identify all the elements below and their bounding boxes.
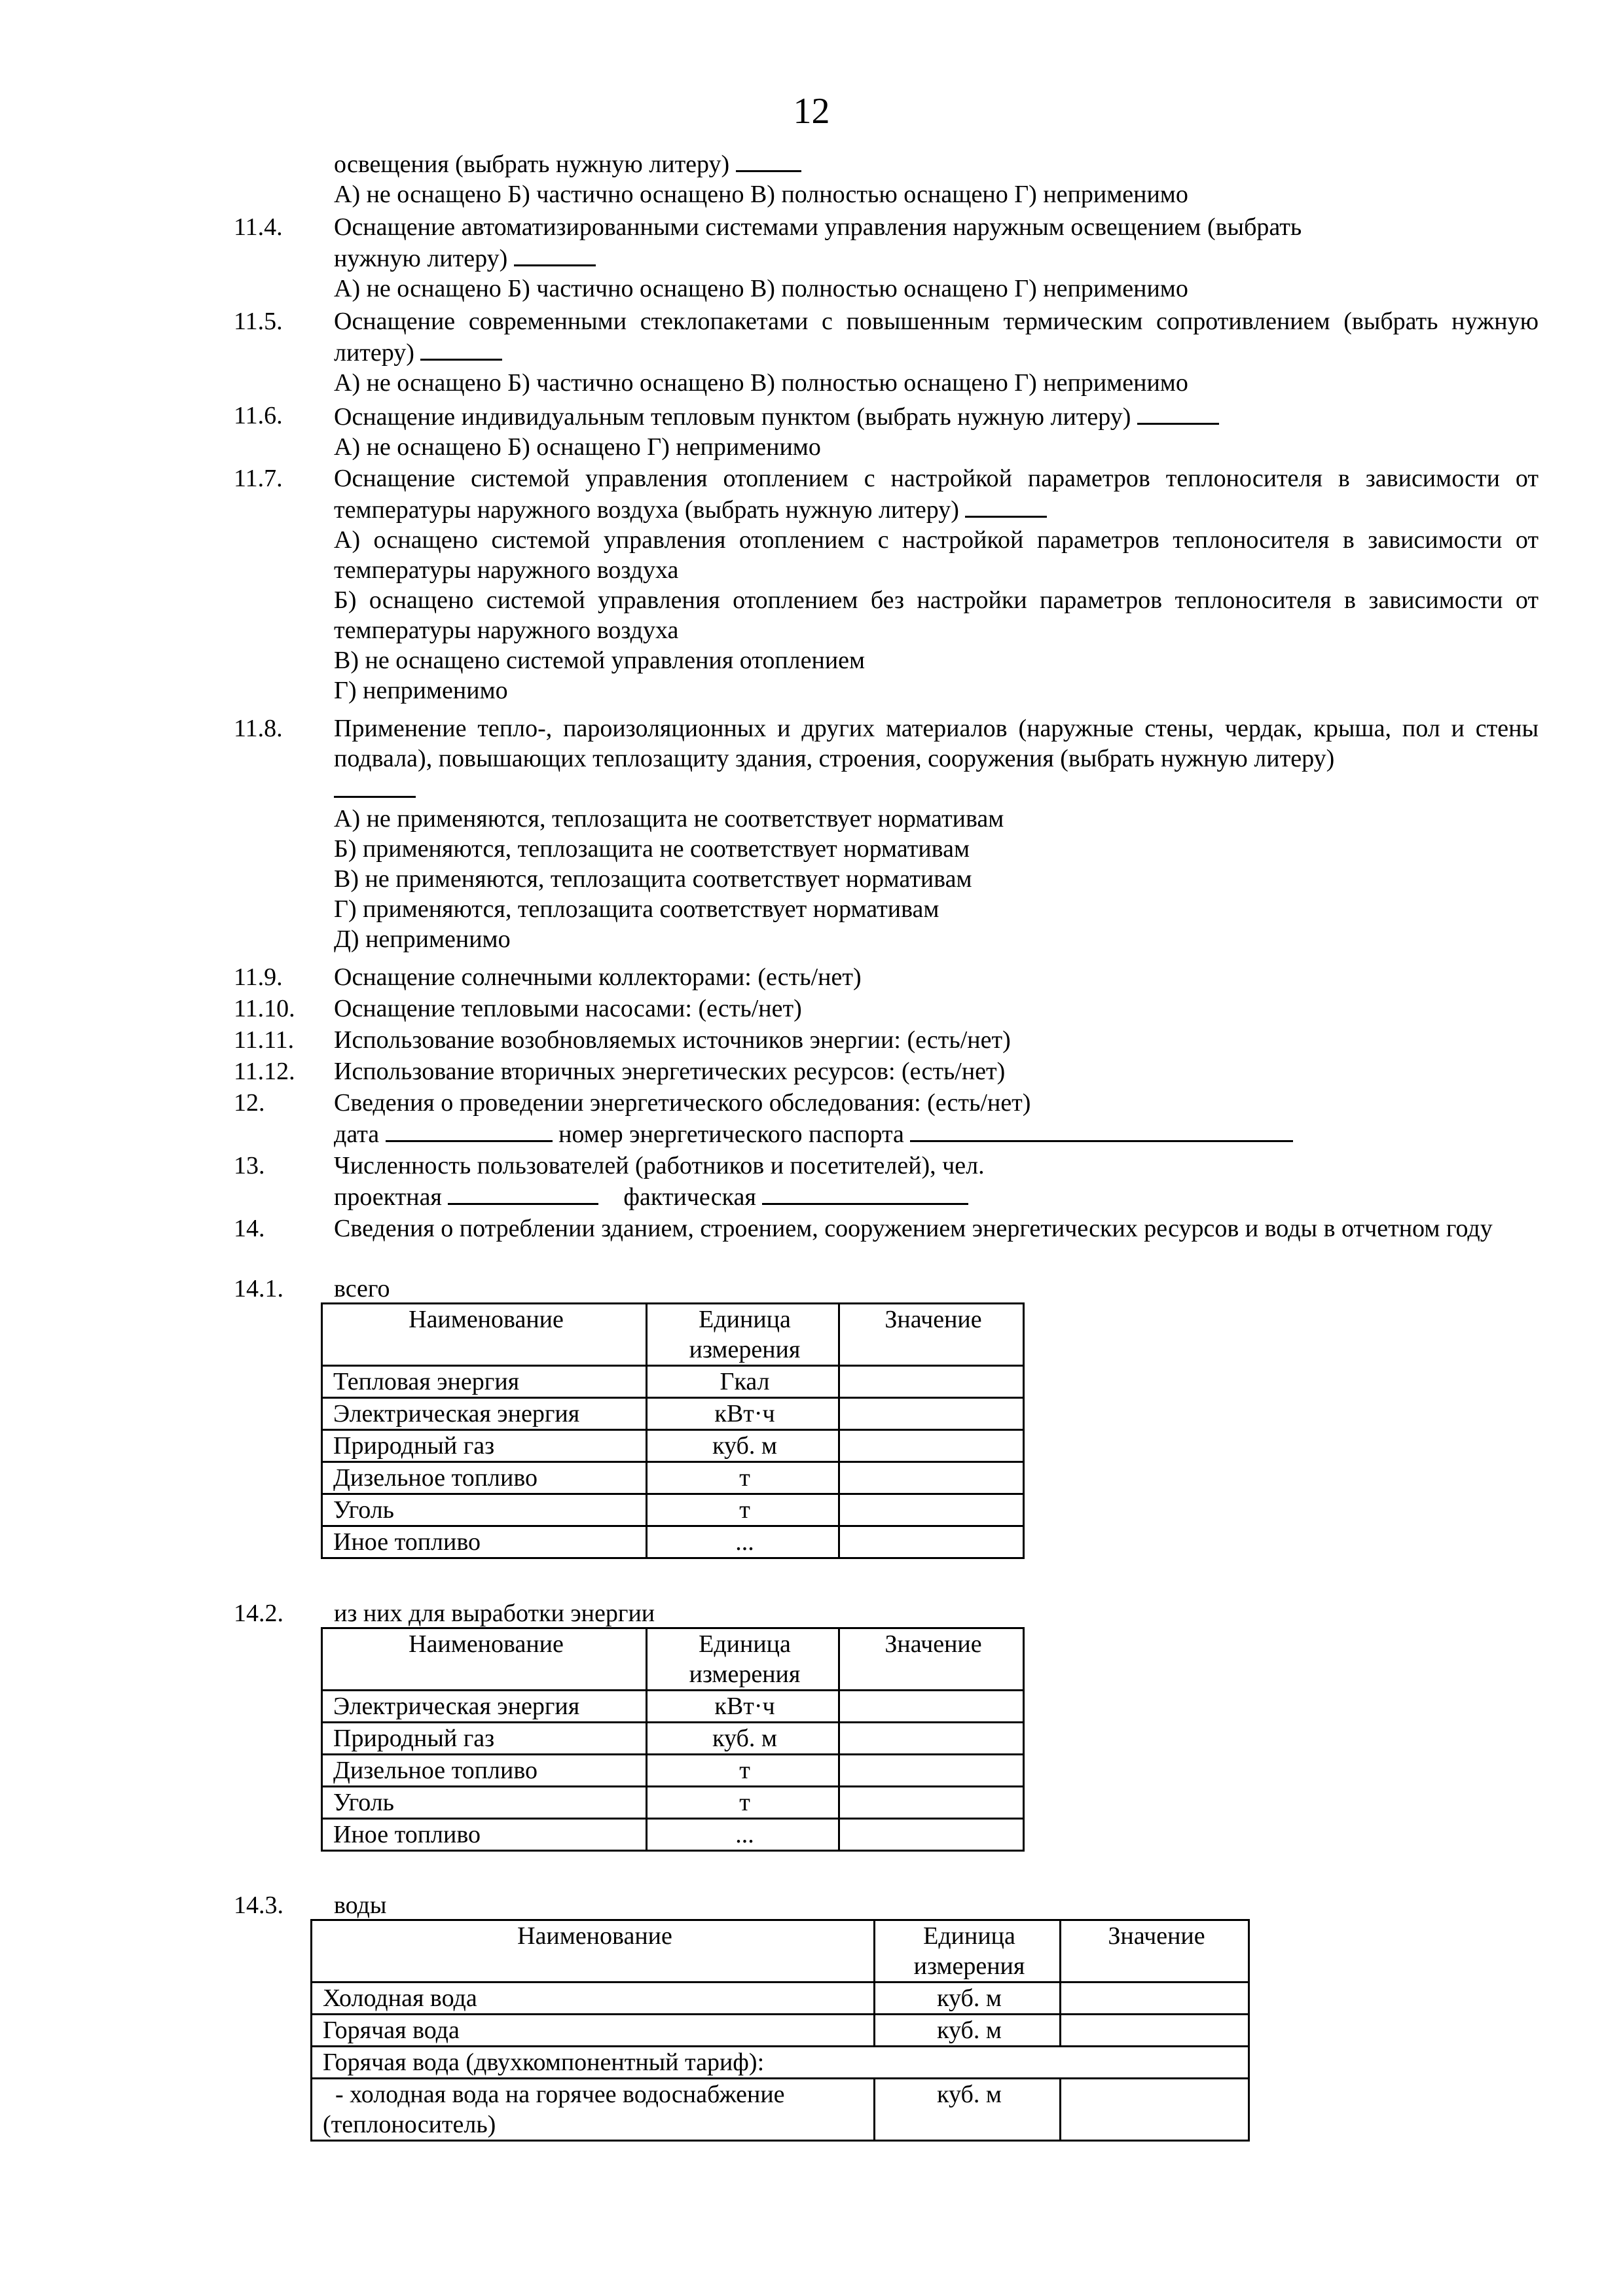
row-name: Природный газ	[322, 1723, 647, 1755]
value-cell[interactable]	[839, 1691, 1024, 1723]
actual-count-blank[interactable]	[762, 1181, 968, 1205]
item-11-8-text: Применение тепло-, пароизоляционных и других материалов (наружные стены, чердак, крыша, пол и стены подвала), повышающих теплозащиту здания, строения, сооружения (выбрать нужную литеру)	[334, 715, 1539, 772]
item-number-14-1: 14.1.	[234, 1275, 283, 1302]
item-number-11-5: 11.5.	[234, 308, 283, 335]
value-cell[interactable]	[839, 1526, 1024, 1558]
header-unit: Единица измерения	[647, 1628, 839, 1691]
row-name: Электрическая энергия	[322, 1691, 647, 1723]
header-name: Наименование	[312, 1920, 875, 1982]
item-11-3-cont	[334, 148, 1539, 209]
table-row	[322, 1430, 1024, 1462]
item-11-8-option-e: Д) неприменимо	[334, 925, 511, 953]
value-cell[interactable]	[839, 1430, 1024, 1462]
item-11-5-text: Оснащение современными стеклопакетами с повышенным термическим сопротивлением (выбрать нужную литеру)	[334, 308, 1539, 367]
item-11-10: Оснащение тепловыми насосами: (есть/нет)	[334, 995, 802, 1022]
item-11-8-option-a: А) не применяются, теплозащита не соответствует нормативам	[334, 805, 1004, 833]
header-unit: Единица измерения	[875, 1920, 1061, 1982]
value-cell[interactable]	[839, 1462, 1024, 1494]
table-row	[322, 1462, 1024, 1494]
item-11-4-text: Оснащение автоматизированными системами управления наружным освещением (выбрать нужную литеру)	[334, 213, 1302, 272]
value-cell[interactable]	[1061, 2015, 1249, 2047]
item-number-11-7: 11.7.	[234, 465, 283, 492]
row-unit: кВт·ч	[647, 1398, 839, 1430]
design-count-blank[interactable]	[448, 1181, 598, 1205]
row-name: Горячая вода (двухкомпонентный тариф):	[312, 2047, 1249, 2079]
passport-label: номер энергетического паспорта	[558, 1121, 904, 1148]
item-11-7-option-c: В) не оснащено системой управления отоплением	[334, 647, 866, 674]
item-number-13: 13.	[234, 1152, 265, 1179]
row-name: Уголь	[322, 1494, 647, 1526]
table-row	[322, 1723, 1024, 1755]
item-11-3-options: А) не оснащено Б) частично оснащено В) полностью оснащено Г) неприменимо	[334, 181, 1188, 208]
value-cell[interactable]	[839, 1398, 1024, 1430]
item-14-3: воды	[334, 1892, 387, 1919]
row-unit: т	[647, 1787, 839, 1819]
table-row	[312, 2047, 1249, 2079]
item-11-8	[334, 713, 1539, 954]
row-name: Холодная вода	[312, 1982, 875, 2015]
row-unit: ...	[647, 1819, 839, 1851]
answer-blank[interactable]	[736, 148, 801, 172]
item-14-text: Сведения о потреблении зданием, строением, сооружением энергетических ресурсов и воды в отчетном году	[334, 1215, 1493, 1242]
design-label: проектная	[334, 1183, 442, 1211]
header-value: Значение	[839, 1304, 1024, 1366]
table-header-row	[312, 1920, 1249, 1982]
table-header-row	[322, 1628, 1024, 1691]
item-11-8-option-b: Б) применяются, теплозащита не соответствует нормативам	[334, 835, 970, 863]
date-blank[interactable]	[386, 1118, 553, 1142]
row-unit: куб. м	[875, 1982, 1061, 2015]
row-unit: ...	[647, 1526, 839, 1558]
row-unit: Гкал	[647, 1366, 839, 1398]
answer-blank[interactable]	[965, 493, 1047, 518]
item-14	[334, 1213, 1539, 1244]
row-unit: куб. м	[875, 2079, 1061, 2141]
item-12-text: Сведения о проведении энергетического обследования: (есть/нет)	[334, 1089, 1031, 1117]
table-row	[312, 1982, 1249, 2015]
item-11-12: Использование вторичных энергетических ресурсов: (есть/нет)	[334, 1058, 1006, 1085]
item-13	[334, 1151, 1539, 1212]
row-unit: кВт·ч	[647, 1691, 839, 1723]
answer-blank[interactable]	[420, 336, 502, 361]
item-number-14-3: 14.3.	[234, 1892, 283, 1919]
item-number-11-11: 11.11.	[234, 1026, 295, 1054]
item-11-7-text: Оснащение системой управления отоплением с настройкой параметров теплоносителя в зависимости от температуры наружного воздуха (выбрать нужную литеру)	[334, 465, 1539, 524]
header-name: Наименование	[322, 1304, 647, 1366]
item-11-5-options: А) не оснащено Б) частично оснащено В) полностью оснащено Г) неприменимо	[334, 369, 1188, 397]
value-cell[interactable]	[839, 1366, 1024, 1398]
table-14-2	[321, 1627, 1025, 1852]
value-cell[interactable]	[839, 1755, 1024, 1787]
item-number-14: 14.	[234, 1215, 265, 1242]
row-name: Иное топливо	[322, 1819, 647, 1851]
table-14-1	[321, 1302, 1025, 1559]
item-13-text: Численность пользователей (работников и посетителей), чел.	[334, 1152, 985, 1179]
item-11-6-text: Оснащение индивидуальным тепловым пунктом (выбрать нужную литеру)	[334, 403, 1131, 431]
date-label: дата	[334, 1121, 380, 1148]
row-name: - холодная вода на горячее водоснабжение (теплоноситель)	[312, 2079, 875, 2141]
table-row	[322, 1398, 1024, 1430]
row-unit: куб. м	[875, 2015, 1061, 2047]
passport-number-blank[interactable]	[910, 1118, 1293, 1142]
item-14-2: из них для выработки энергии	[334, 1600, 655, 1627]
value-cell[interactable]	[839, 1819, 1024, 1851]
header-name: Наименование	[322, 1628, 647, 1691]
row-unit: т	[647, 1462, 839, 1494]
item-11-6-options: А) не оснащено Б) оснащено Г) неприменимо	[334, 433, 821, 461]
header-value: Значение	[839, 1628, 1024, 1691]
table-row	[322, 1819, 1024, 1851]
answer-blank[interactable]	[1137, 401, 1219, 425]
value-cell[interactable]	[1061, 2079, 1249, 2141]
item-number-14-2: 14.2.	[234, 1600, 283, 1627]
row-name: Тепловая энергия	[322, 1366, 647, 1398]
page-number: 12	[793, 91, 830, 132]
item-number-12: 12.	[234, 1089, 265, 1117]
table-row	[322, 1494, 1024, 1526]
value-cell[interactable]	[839, 1723, 1024, 1755]
row-unit: куб. м	[647, 1430, 839, 1462]
item-11-7-option-b: Б) оснащено системой управления отоплением без настройки параметров теплоносителя в зависимости от температуры наружного воздуха	[334, 586, 1539, 644]
row-name: Природный газ	[322, 1430, 647, 1462]
item-11-4-options: А) не оснащено Б) частично оснащено В) полностью оснащено Г) неприменимо	[334, 275, 1188, 302]
answer-blank[interactable]	[514, 242, 596, 266]
value-cell[interactable]	[839, 1494, 1024, 1526]
row-unit: куб. м	[647, 1723, 839, 1755]
item-11-4	[334, 212, 1355, 304]
table-row	[322, 1691, 1024, 1723]
item-14-1: всего	[334, 1275, 390, 1302]
item-11-11: Использование возобновляемых источников энергии: (есть/нет)	[334, 1026, 1011, 1054]
row-name: Иное топливо	[322, 1526, 647, 1558]
header-unit: Единица измерения	[647, 1304, 839, 1366]
table-row	[322, 1787, 1024, 1819]
item-11-3-text: освещения (выбрать нужную литеру)	[334, 151, 730, 178]
item-number-11-9: 11.9.	[234, 963, 283, 991]
table-row	[312, 2015, 1249, 2047]
item-number-11-10: 11.10.	[234, 995, 295, 1022]
row-name: Дизельное топливо	[322, 1755, 647, 1787]
item-11-8-option-d: Г) применяются, теплозащита соответствует нормативам	[334, 895, 939, 923]
item-11-9: Оснащение солнечными коллекторами: (есть/нет)	[334, 963, 862, 991]
item-number-11-12: 11.12.	[234, 1058, 295, 1085]
header-value: Значение	[1061, 1920, 1249, 1982]
row-name: Горячая вода	[312, 2015, 875, 2047]
table-row	[322, 1755, 1024, 1787]
row-name: Электрическая энергия	[322, 1398, 647, 1430]
table-14-3	[310, 1919, 1250, 2142]
table-row	[312, 2079, 1249, 2141]
item-11-5	[334, 306, 1539, 398]
value-cell[interactable]	[1061, 1982, 1249, 2015]
item-12	[334, 1088, 1539, 1149]
item-11-7	[334, 463, 1539, 706]
item-11-8-option-c: В) не применяются, теплозащита соответствует нормативам	[334, 865, 972, 893]
answer-blank[interactable]	[334, 774, 416, 798]
row-name: Дизельное топливо	[322, 1462, 647, 1494]
item-number-11-4: 11.4.	[234, 213, 283, 241]
item-11-7-option-d: Г) неприменимо	[334, 677, 508, 704]
value-cell[interactable]	[839, 1787, 1024, 1819]
row-name: Уголь	[322, 1787, 647, 1819]
item-11-7-option-a: А) оснащено системой управления отоплением с настройкой параметров теплоносителя в зависимости от температуры наружного воздуха	[334, 526, 1539, 584]
item-number-11-8: 11.8.	[234, 715, 283, 742]
item-number-11-6: 11.6.	[234, 402, 283, 429]
row-unit: т	[647, 1494, 839, 1526]
table-header-row	[322, 1304, 1024, 1366]
actual-label: фактическая	[623, 1183, 756, 1211]
table-row	[322, 1526, 1024, 1558]
item-11-6	[334, 401, 1539, 462]
row-unit: т	[647, 1755, 839, 1787]
table-row	[322, 1366, 1024, 1398]
